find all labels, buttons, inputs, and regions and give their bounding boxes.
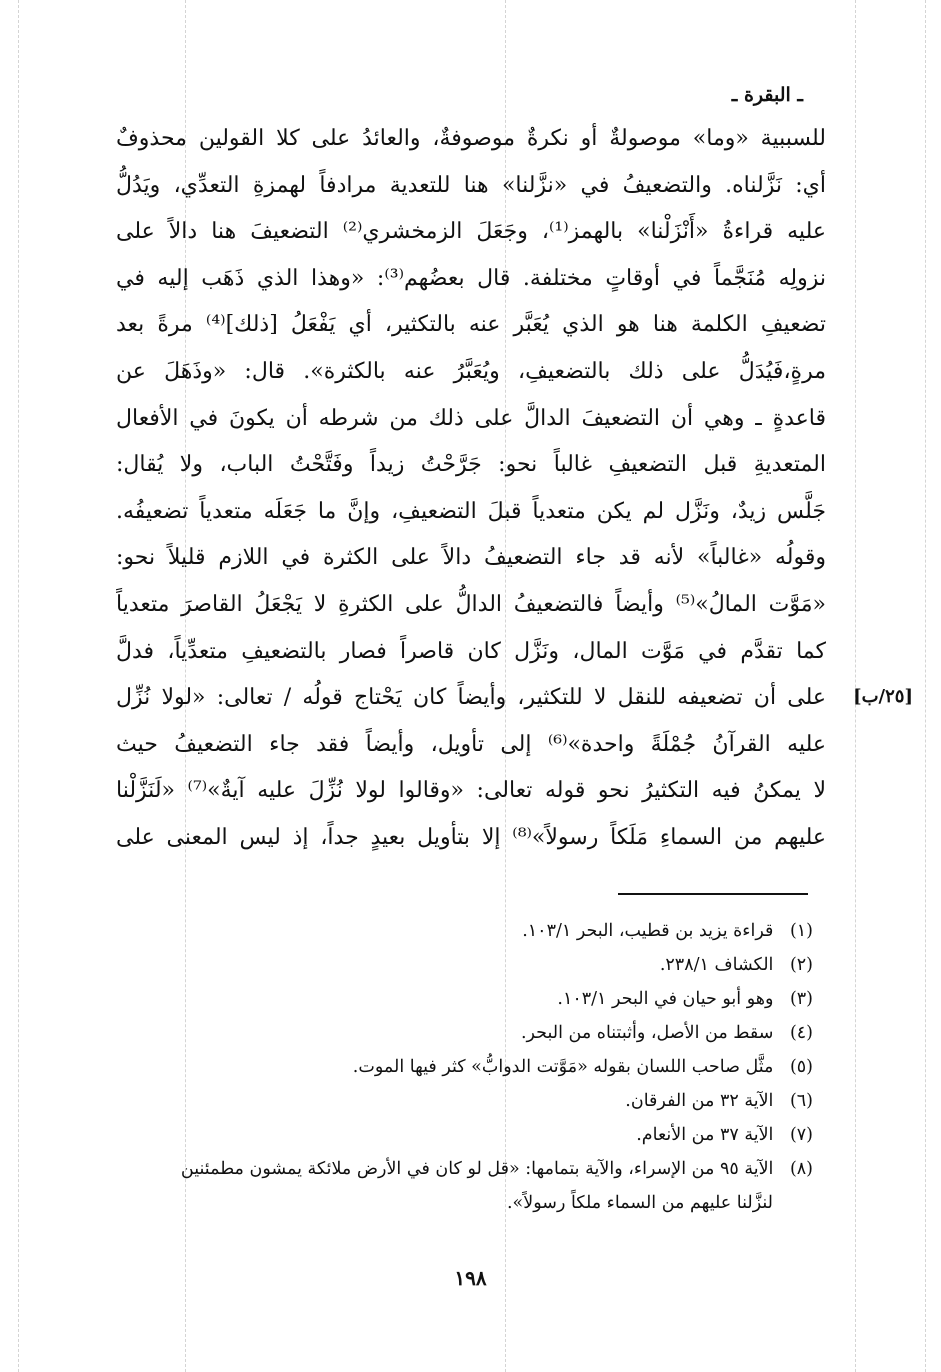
body-text xyxy=(116,116,826,862)
guide-line xyxy=(925,0,926,1372)
body-line: قاعدةٍ ـ وهي أن التضعيفَ الدالَّ على ذلك من شرطه أن يكونَ في الأفعال xyxy=(116,405,826,431)
body-line: كما تقدَّم في مَوَّت المال، ونَزَّل كان قاصراً فصار بالتضعيفِ متعدِّياً، فدلَّ xyxy=(116,638,826,664)
body-line: عليهم من السماءِ مَلَكاً رسولاً»⁽⁸⁾ إلا بتأويل بعيدٍ جداً، إذ ليس المعنى على xyxy=(116,824,826,850)
body-line: نزولِه مُنَجَّماً في أوقاتٍ مختلفة. قال بعضُهم⁽³⁾: «وهذا الذي ذَهَب إليه في xyxy=(116,265,826,291)
body-line: على أن تضعيفه للنقل لا للتكثير، وأيضاً كان يَحْتاج قولُه / تعالى: «لولا نُزِّل xyxy=(116,685,826,711)
footnote-text: مثَّل صاحب اللسان بقوله «مَوَّتت الدوابُّ» كثر فيها الموت. xyxy=(352,1057,774,1077)
footnote-number: (٤) xyxy=(789,1023,813,1043)
body-line: عليه قراءةُ «أَنْزَلْنا» بالهمز⁽¹⁾، وجَعَلَ الزمخشري⁽²⁾ التضعيفَ هنا دالاً على xyxy=(116,219,826,245)
running-head: ـ البقرة ـ xyxy=(731,84,803,106)
footnote-text: الكشاف ٢٣٨/١. xyxy=(659,955,774,975)
footnote-continuation: لنزَّلنا عليهم من السماء ملكاً رسولاً». xyxy=(506,1193,773,1213)
footnote-separator xyxy=(618,893,808,895)
body-line: أي: نَزَّلناه. والتضعيفُ في «نزَّلنا» هنا للتعدية مرادفاً لهمزةِ التعدِّي، ويَدُلُّ xyxy=(116,172,826,198)
margin-folio-reference: [٢٥/ب] xyxy=(853,686,913,707)
footnote-number: (٦) xyxy=(789,1091,813,1111)
footnote xyxy=(123,1118,813,1152)
page-number: ١٩٨ xyxy=(454,1266,487,1290)
footnote xyxy=(123,914,813,948)
body-line: وقولُه «غالباً» لأنه قد جاء التضعيفُ دالاً على الكثرة في اللازم قليلاً نحو: xyxy=(116,545,826,571)
footnote-number: (٣) xyxy=(789,989,813,1009)
footnote-text: وهو أبو حيان في البحر ١٠٣/١. xyxy=(557,989,774,1009)
footnote-number: (٧) xyxy=(789,1125,813,1145)
footnotes xyxy=(123,914,813,1220)
footnote-text: الآية ٣٢ من الفرقان. xyxy=(625,1091,774,1111)
footnote xyxy=(123,1152,813,1186)
body-line: للسببية «وما» موصولةٌ أو نكرةٌ موصوفةٌ، والعائدُ على كلا القولين محذوفٌ xyxy=(116,126,826,151)
footnote xyxy=(123,1084,813,1118)
footnote xyxy=(123,1050,813,1084)
body-line: «مَوَّت المالُ»⁽⁵⁾ وأيضاً فالتضعيفُ الدالُّ على الكثرةِ لا يَجْعَلُ القاصرَ متعدياً xyxy=(116,591,826,617)
footnote-number: (٥) xyxy=(789,1057,813,1077)
guide-line xyxy=(18,0,19,1372)
footnote-text: سقط من الأصل، وأثبتناه من البحر. xyxy=(520,1023,774,1043)
body-line: عليه القرآنُ جُمْلَةً واحدة»⁽⁶⁾ إلى تأويل، وأيضاً فقد جاء التضعيفُ حيث xyxy=(116,731,826,757)
footnote-number: (٢) xyxy=(789,955,813,975)
footnote xyxy=(123,1016,813,1050)
body-line: تضعيفِ الكلمة هنا هو الذي يُعَبَّر عنه بالتكثير، أي يَفْعَلُ [ذلك]⁽⁴⁾ مرةً بعد xyxy=(116,312,826,338)
footnote-text: الآية ٣٧ من الأنعام. xyxy=(636,1125,774,1145)
body-line: المتعديةِ قبل التضعيفِ غالباً نحو: جَرَّحْتُ زيداً وفَتَّحْتُ الباب، ولا يُقال: xyxy=(116,452,826,478)
footnote xyxy=(123,948,813,982)
footnote-text: قراءة يزيد بن قطيب، البحر ١٠٣/١. xyxy=(522,921,774,941)
footnote xyxy=(123,982,813,1016)
body-line: لا يمكنُ فيه التكثيرُ نحو قوله تعالى: «وقالوا لولا نُزِّلَ عليه آيةٌ»⁽⁷⁾ «لَنَزَّلْنا xyxy=(116,778,826,804)
body-line: جَلَّس زيدٌ، ونَزَّل لم يكن متعدياً قبلَ التضعيفِ، وإنَّ ما جَعَلَه متعدياً تضعيفُه. xyxy=(116,498,826,524)
footnote-text: الآية ٩٥ من الإسراء، والآية بتمامها: «قل لو كان في الأرض ملائكة يمشون مطمئنين xyxy=(180,1159,774,1179)
footnote-number: (٨) xyxy=(789,1159,813,1179)
footnote-number: (١) xyxy=(789,921,813,941)
body-line: مرةٍ،فَيُدَلُّ على ذلك بالتضعيفِ، ويُعَبَّرُ عنه بالكثرة». قال: «وذَهَلَ عن xyxy=(116,358,826,384)
